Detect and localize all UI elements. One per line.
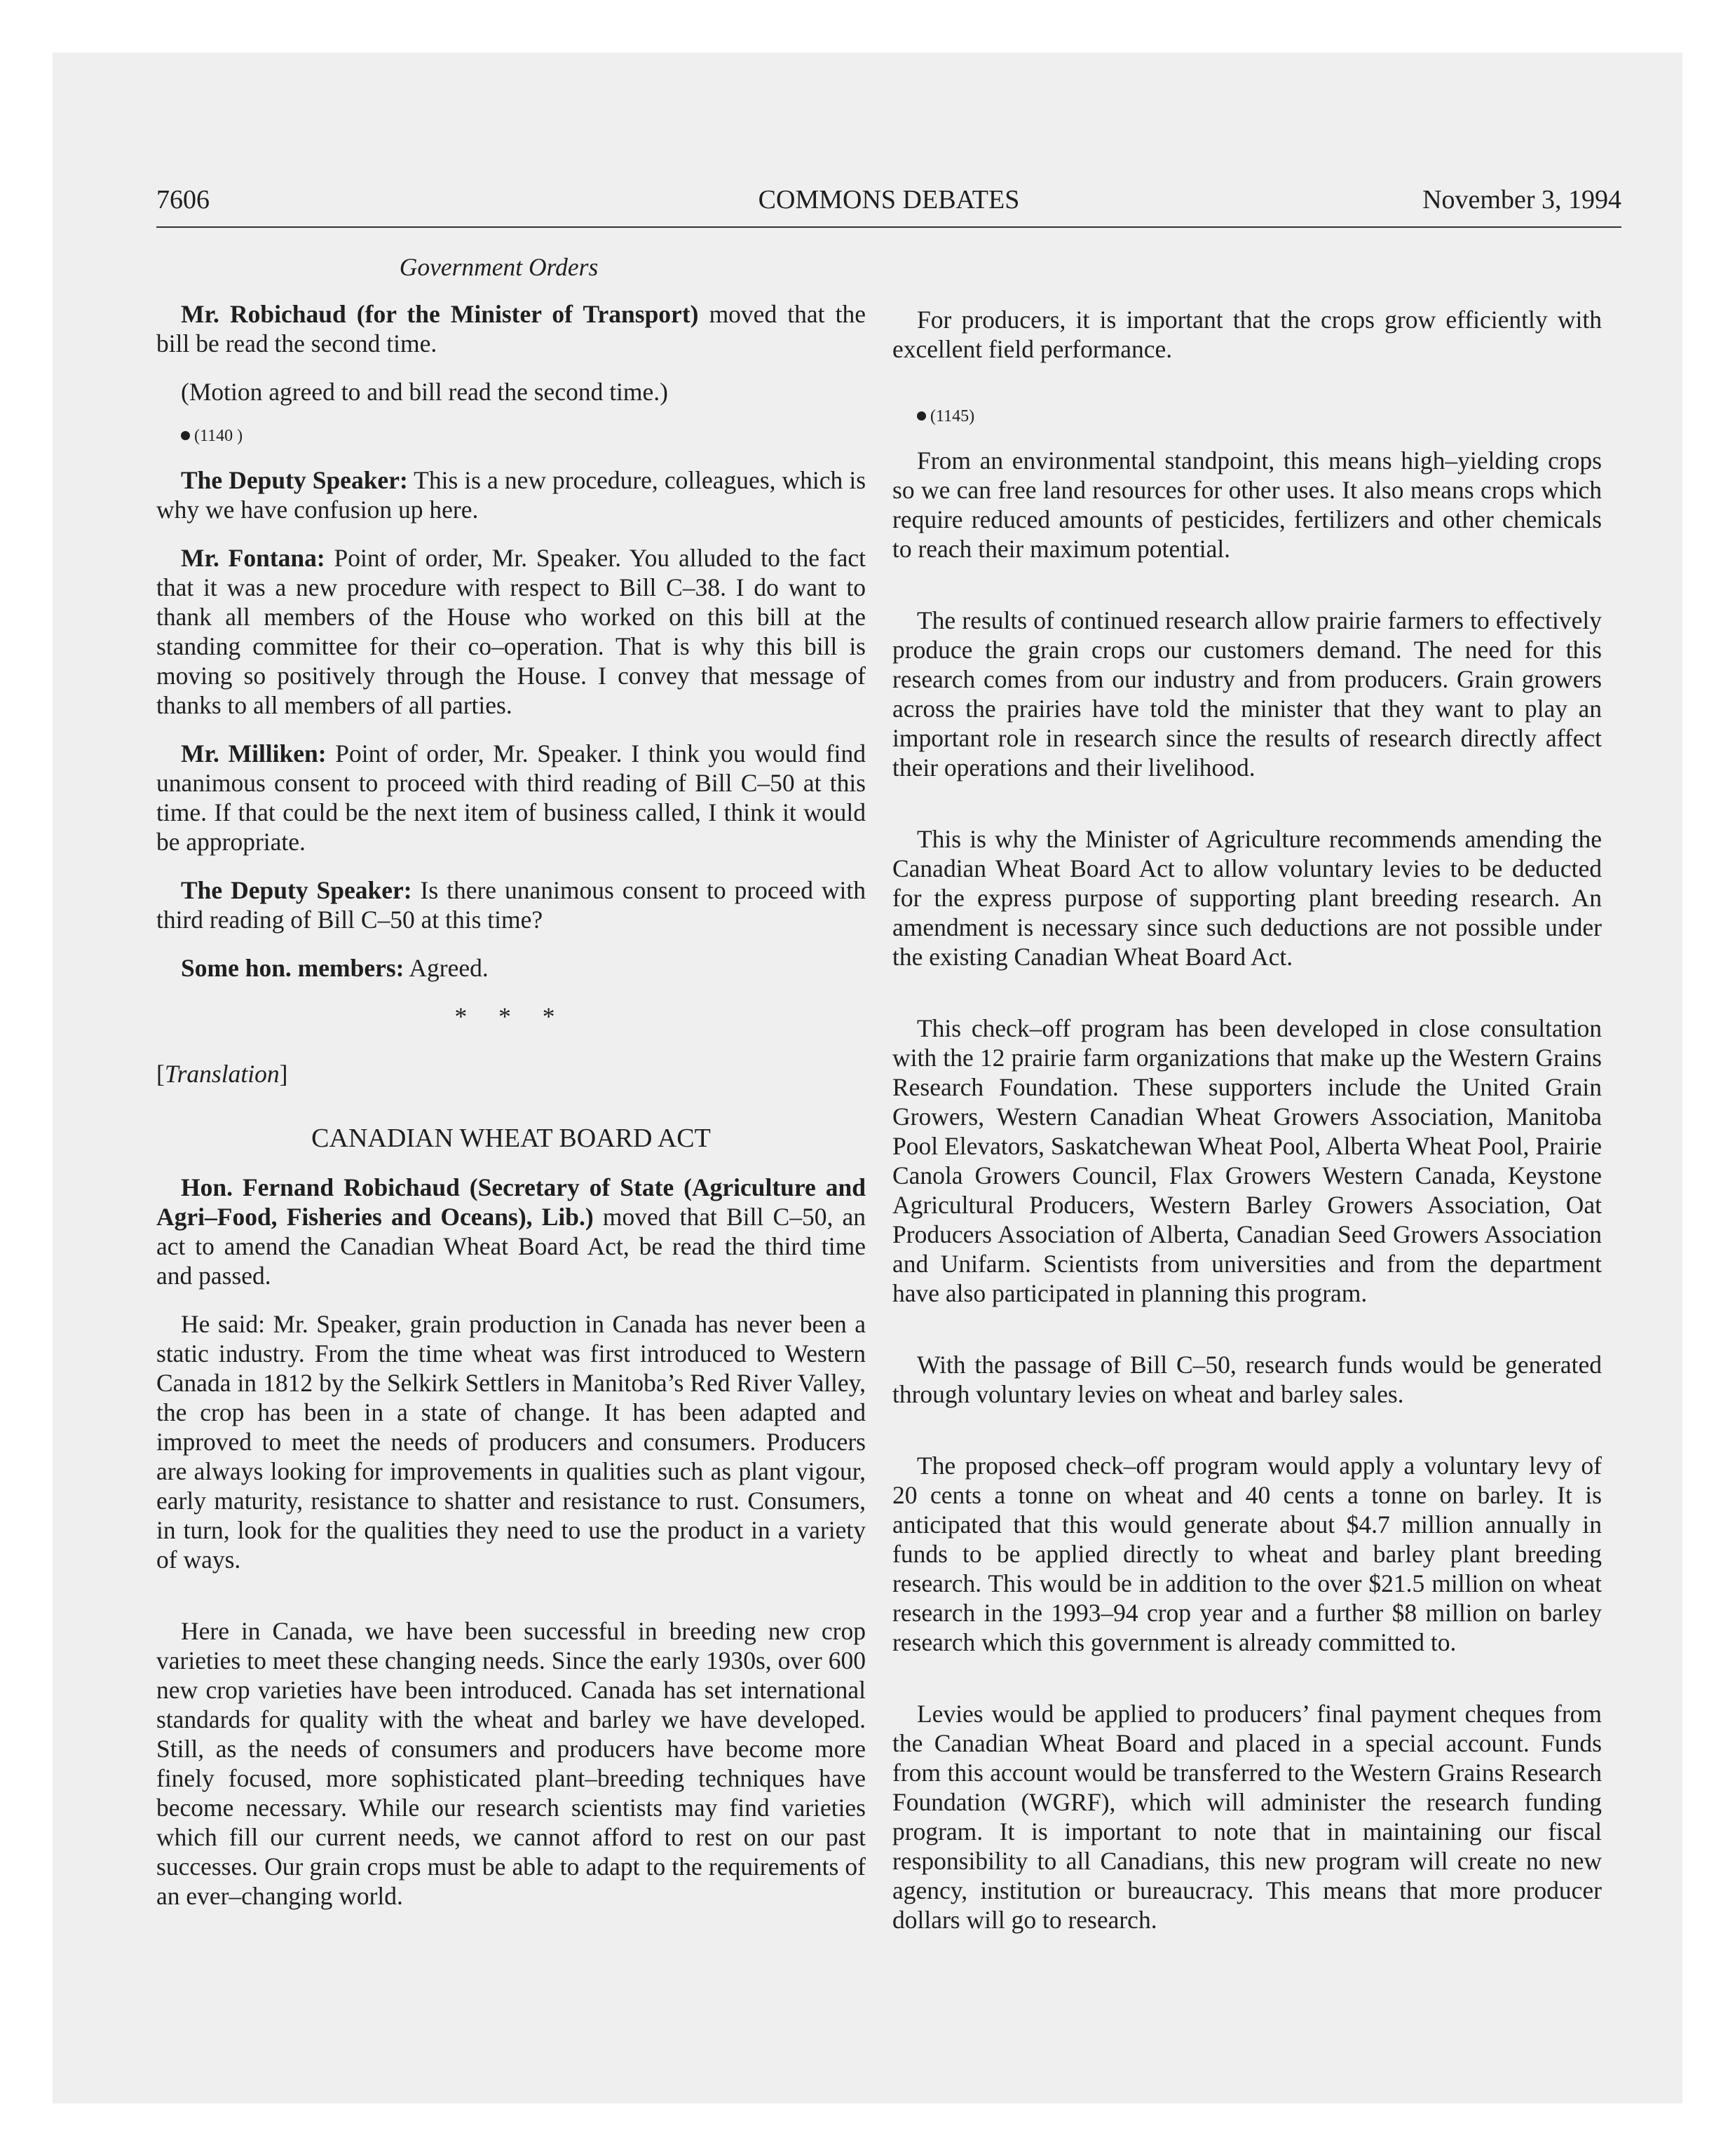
paragraph-levies-applied: Levies would be applied to producers’ final payment cheques from the Canadian Wheat Board and placed in a special account. Funds from this account would be transferred to the Western Grains Research Foundation (WGRF), which will administer the research funding program. It is important to note that in maintaining our fiscal responsibility to all Canadians, this new program will create no new agency, institution or bureaucracy. This means that more producer dollars will go to research. — [892, 1700, 1602, 1934]
paragraph-members-agreed — [156, 953, 866, 983]
speaker-name: Some hon. members: — [181, 954, 404, 982]
page-number: 7606 — [156, 185, 210, 214]
paragraph-check-off-program: This check–off program has been developed in close consultation with the 12 prairie farm organizations that make up the Western Grains Research Foundation. These supporters include the United Grain Growers, Western Canadian Wheat Growers Association, Manitoba Pool Elevators, Saskatchewan Wheat Pool, Alberta Wheat Pool, Prairie Canola Growers Council, Flax Growers Western Canada, Keystone Agricultural Producers, Western Barley Growers Association, Oat Producers Association of Alberta, Canadian Seed Growers Association and Unifarm. Scientists from universities and from the department have also participated in planning this program. — [892, 1014, 1602, 1307]
paragraph-text: moved that Bill C–50, an act to amend the Canadian Wheat Board Act, be read the third time and passed. — [156, 1203, 866, 1290]
document-page — [156, 179, 1621, 2029]
paragraph-deputy-speaker-consent — [156, 875, 866, 934]
publication-title: COMMONS DEBATES — [758, 185, 1020, 214]
paragraph-levy-details: The proposed check–off program would apply a voluntary levy of 20 cents a tonne on wheat and 40 cents a tonne on barley. It is anticipated that this would generate about $4.7 million annually in funds to be applied directly to wheat and barley plant breeding research. This would be in addition to the over $21.5 million on wheat research in the 1993–94 crop year and a further $8 million on barley research which this government is already committed to. — [892, 1452, 1602, 1656]
bullet-icon — [181, 431, 190, 440]
publication-date: November 3, 1994 — [1422, 185, 1621, 214]
paragraph-text: Is there unanimous consent to proceed with third reading of Bill C–50 at this time? — [156, 876, 866, 934]
speaker-name: Hon. Fernand Robichaud (Secretary of State (Agriculture and Agri–Food, Fisheries and Oceans), Lib.) — [156, 1173, 866, 1231]
speaker-name: The Deputy Speaker: — [181, 876, 412, 904]
timestamp-text: (1145) — [930, 407, 975, 425]
paragraph-motion-result: (Motion agreed to and bill read the second time.) — [181, 378, 668, 406]
bullet-icon — [917, 411, 926, 421]
paragraph-research-results: The results of continued research allow prairie farmers to effectively produce the grain crops our customers demand. The need for this research comes from our industry and from producers. Grain growers across the prairies have told the minister that they want to play an important role in research since the results of research directly affect their operations and their livelihood. — [892, 606, 1602, 782]
translation-marker: [Translation] — [156, 1060, 288, 1088]
paragraph-text: Point of order, Mr. Speaker. I think you would find unanimous consent to proceed with third reading of Bill C–50 at this time. If that could be the next item of business called, I think it would be appropriate. — [156, 739, 866, 856]
speaker-name: Mr. Fontana: — [181, 544, 325, 572]
paragraph-breeding: Here in Canada, we have been successful in breeding new crop varieties to meet these changing needs. Since the early 1930s, over 600 new crop varieties have been introduced. Canada has set international standards for quality with the wheat and barley we have developed. Still, as the needs of consumers and producers have become more finely focused, more sophisticated plant–breeding techniques have become necessary. While our research scientists may find varieties which fill our current needs, we cannot afford to rest on our past successes. Our grain crops must be able to adapt to the requirements of an ever–changing world. — [156, 1617, 866, 1910]
speaker-name: The Deputy Speaker: — [181, 466, 408, 494]
paragraph-bill-passage: With the passage of Bill C–50, research funds would be generated through voluntary levies on wheat and barley sales. — [892, 1351, 1602, 1408]
paragraph-text: Point of order, Mr. Speaker. You alluded to the fact that it was a new procedure with respect to Bill C–38. I do want to thank all members of the House who worked on this bill at the standing committee for their co–operation. That is why this bill is moving so positively through the House. I convey that message of thanks to all members of all parties. — [156, 544, 866, 719]
paragraph-fontana — [156, 543, 866, 720]
paragraph-text: Agreed. — [404, 954, 489, 982]
paragraph-text: moved that the bill be read the second time. — [156, 300, 866, 357]
section-label: Government Orders — [399, 253, 599, 281]
paragraph-producers: For producers, it is important that the crops grow efficiently with excellent field performance. — [892, 306, 1602, 363]
page-sheet — [53, 53, 1682, 2103]
right-column — [892, 305, 1602, 1953]
header-rule — [156, 226, 1621, 228]
paragraph-text: This is a new procedure, colleagues, which is why we have confusion up here. — [156, 466, 866, 524]
timestamp-marker — [156, 425, 866, 446]
paragraph-environment: From an environmental standpoint, this means high–yielding crops so we can free land resources for other uses. It also means crops which require reduced amounts of pesticides, fertilizers and other chemicals to reach their maximum potential. — [892, 446, 1602, 563]
paragraph-robichaud-motion — [156, 1173, 866, 1290]
left-column — [156, 252, 866, 1930]
paragraph-minister-recommends: This is why the Minister of Agriculture recommends amending the Canadian Wheat Board Act to allow voluntary levies to be deducted for the express purpose of supporting plant breeding research. An amendment is necessary since such deductions are not possible under the existing Canadian Wheat Board Act. — [892, 825, 1602, 971]
timestamp-text: (1140 ) — [194, 427, 243, 445]
paragraph-grain-production: He said: Mr. Speaker, grain production in Canada has never been a static industry. From the time wheat was first introduced to Western Canada in 1812 by the Selkirk Settlers in Manitoba’s Red River Valley, the crop has been in a state of change. It has been adapted and improved to meet the needs of producers and consumers. Producers are always looking for improvements in qualities such as plant vigour, early maturity, resistance to shatter and resistance to rust. Consumers, in turn, look for the qualities they need to use the product in a variety of ways. — [156, 1310, 866, 1574]
running-header — [156, 179, 1621, 221]
paragraph-deputy-speaker — [156, 465, 866, 524]
speaker-name: Mr. Robichaud (for the Minister of Transport) — [181, 300, 699, 328]
section-heading: CANADIAN WHEAT BOARD ACT — [311, 1124, 711, 1153]
paragraph-motion — [156, 299, 866, 358]
paragraph-milliken — [156, 739, 866, 857]
section-separator: * * * — [454, 1002, 568, 1030]
speaker-name: Mr. Milliken: — [181, 739, 327, 767]
timestamp-marker — [892, 406, 1602, 427]
